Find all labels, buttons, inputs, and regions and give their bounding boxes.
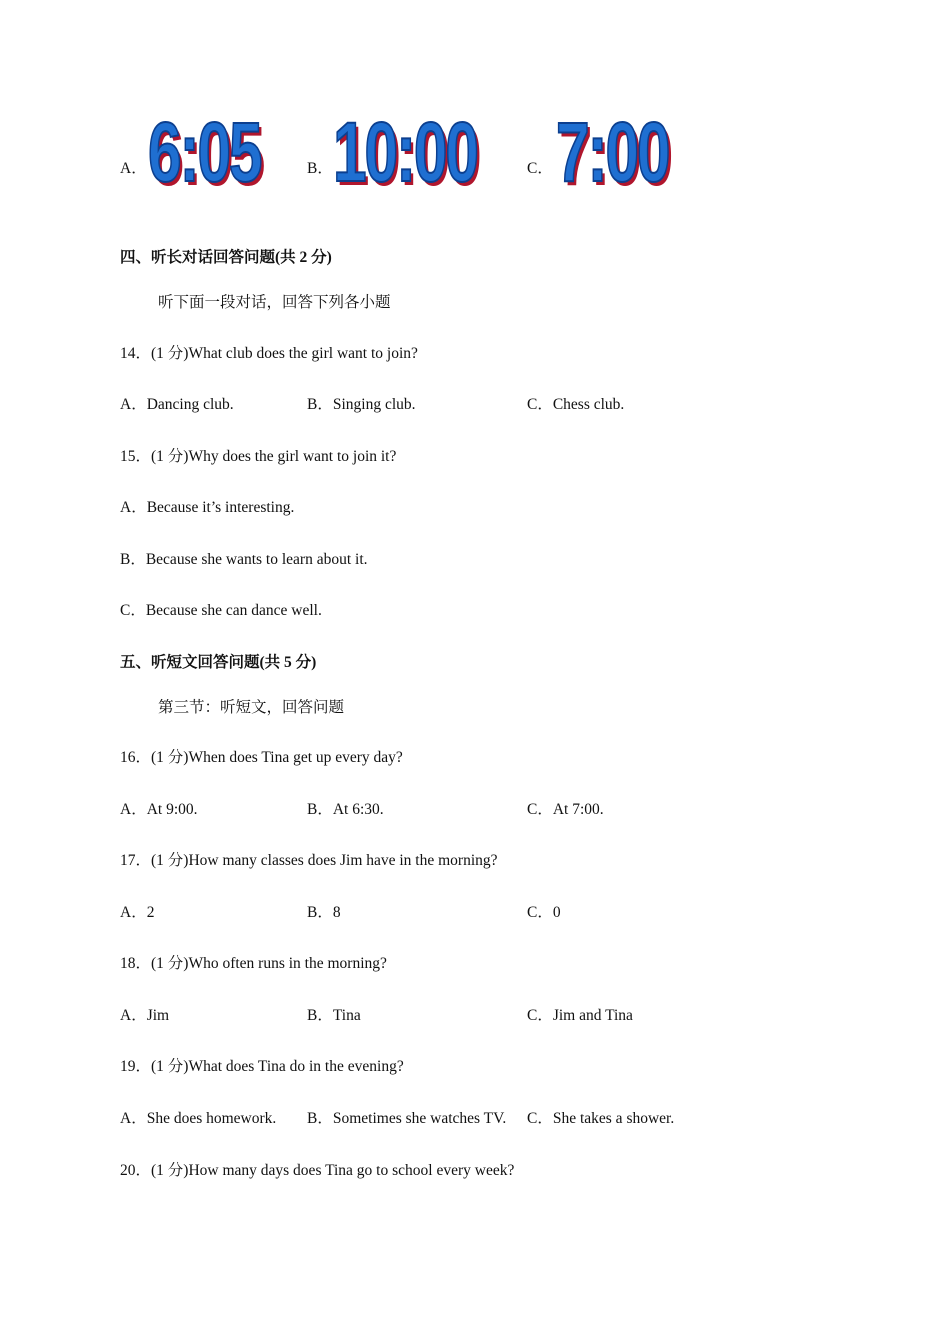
section-4-title: 四、听长对话回答问题(共 2 分) xyxy=(120,249,332,266)
question-17-option-c: C．0 xyxy=(527,904,561,921)
clock-image-b: 10:00 xyxy=(333,105,477,199)
section-4-instruction: 听下面一段对话，回答下列各小题 xyxy=(158,294,391,311)
question-15-option-c: C．Because she can dance well. xyxy=(120,602,322,619)
question-14-option-b: B．Singing club. xyxy=(307,396,416,413)
question-15-option-a: A．Because it’s interesting. xyxy=(120,499,295,516)
clock-image-c: 7:00 xyxy=(556,105,669,199)
option-a-label: A． xyxy=(120,160,147,177)
question-19-option-b: B．Sometimes she watches TV. xyxy=(307,1110,507,1127)
question-20-stem: 20．(1 分)How many days does Tina go to school every week? xyxy=(120,1162,515,1179)
question-18-option-c: C．Jim and Tina xyxy=(527,1007,633,1024)
question-15-option-b: B．Because she wants to learn about it. xyxy=(120,551,368,568)
option-c-label: C． xyxy=(527,160,553,177)
question-14-stem: 14．(1 分)What club does the girl want to join? xyxy=(120,345,418,362)
question-16-option-b: B．At 6:30. xyxy=(307,801,384,818)
question-14-option-c: C．Chess club. xyxy=(527,396,625,413)
question-18-option-b: B．Tina xyxy=(307,1007,361,1024)
question-14-option-a: A．Dancing club. xyxy=(120,396,234,413)
option-b-label: B． xyxy=(307,160,333,177)
question-17-stem: 17．(1 分)How many classes does Jim have in the morning? xyxy=(120,852,498,869)
question-16-stem: 16．(1 分)When does Tina get up every day? xyxy=(120,749,403,766)
question-16-option-a: A．At 9:00. xyxy=(120,801,198,818)
question-16-option-c: C．At 7:00. xyxy=(527,801,604,818)
question-18-stem: 18．(1 分)Who often runs in the morning? xyxy=(120,955,387,972)
question-19-option-c: C．She takes a shower. xyxy=(527,1110,675,1127)
clock-image-a: 6:05 xyxy=(148,105,261,199)
section-5-instruction: 第三节：听短文，回答问题 xyxy=(158,699,345,716)
question-18-option-a: A．Jim xyxy=(120,1007,170,1024)
question-17-option-a: A．2 xyxy=(120,904,155,921)
question-19-stem: 19．(1 分)What does Tina do in the evening? xyxy=(120,1058,404,1075)
question-17-option-b: B．8 xyxy=(307,904,341,921)
question-19-option-a: A．She does homework. xyxy=(120,1110,277,1127)
question-15-stem: 15．(1 分)Why does the girl want to join it? xyxy=(120,448,397,465)
section-5-title: 五、听短文回答问题(共 5 分) xyxy=(120,654,317,671)
